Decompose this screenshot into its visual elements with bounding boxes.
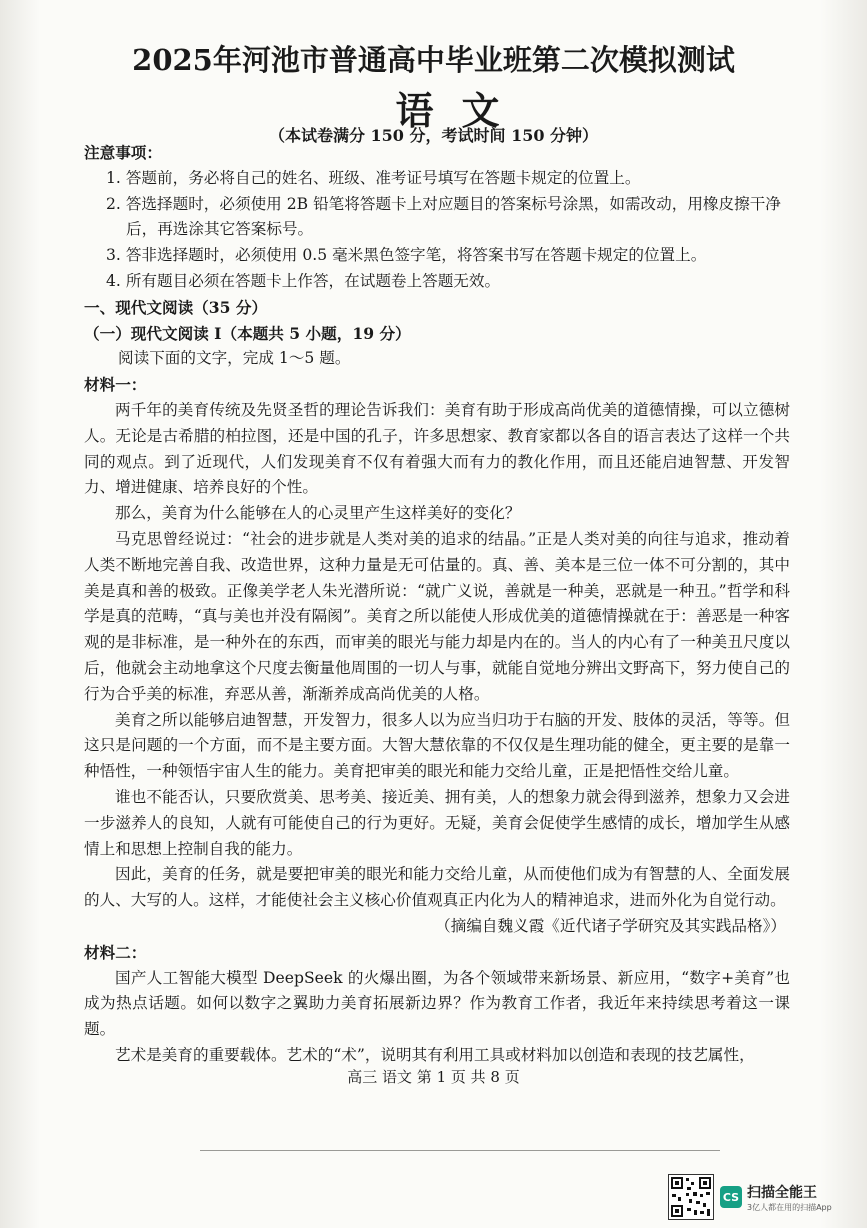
reading-instruction: 阅读下面的文字，完成 1～5 题。 (118, 349, 351, 368)
material1-label: 材料一： (84, 375, 147, 395)
camscanner-logo-icon: CS (720, 1186, 742, 1208)
material1-paragraph: 那么，美育为什么能够在人的心灵里产生这样美好的变化？ (115, 504, 521, 523)
material1-paragraph: 美育之所以能够启迪智慧，开发智力，很多人以为应当归功于右脑的开发、肢体的灵活，等等。但这只是问题的一个方面，而不是主要方面。大智大慧依靠的不仅仅是生理功能的健全，更主要的是靠一种悟性，一种领悟宇宙人生的能力。美育把审美的眼光和能力交给儿童，正是把悟性交给儿童。 (84, 710, 790, 781)
material1-source: （摘编自魏义霞《近代诸子学研究及其实践品格》） (435, 916, 786, 935)
notice-item-4: 4. 所有题目必须在答题卡上作答，在试题卷上答题无效。 (106, 271, 501, 290)
qr-code-icon (668, 1174, 714, 1220)
material2-label: 材料二： (84, 942, 147, 962)
material1-paragraph: 谁也不能否认，只要欣赏美、思考美、接近美、拥有美，人的想象力就会得到滋养，想象力又会进一步滋养人的良知，人就有可能使自己的行为更好。无疑，美育会促使学生感情的成长，增加学生从感情上和思想上控制自我的能力。 (84, 787, 790, 858)
page-footer: 高三 语文 第 1 页 共 8 页 (347, 1068, 520, 1086)
section-heading: 一、现代文阅读（35 分） (84, 297, 268, 317)
bottom-divider (200, 1150, 720, 1151)
exam-content (84, 140, 790, 1069)
notice-item-1: 1. 答题前，务必将自己的姓名、班级、准考证号填写在答题卡规定的位置上。 (106, 168, 641, 187)
material1-paragraph: 因此，美育的任务，就是要把审美的眼光和能力交给儿童，从而使他们成为有智慧的人、全面发展的人、大写的人。这样，才能使社会主义核心价值观真正内化为人的精神追求，进而外化为自觉行动。 (84, 865, 790, 910)
scanner-watermark (668, 1172, 858, 1222)
watermark-tagline: 3亿人都在用的扫描App (747, 1202, 832, 1212)
watermark-text (747, 1182, 832, 1213)
exam-title: 2025年河池市普通高中毕业班第二次模拟测试 (132, 43, 735, 77)
section-sub-heading: （一）现代文阅读 I（本题共 5 小题，19 分） (84, 323, 411, 343)
subject-title: 语文 (395, 88, 528, 133)
notice-heading: 注意事项： (84, 143, 162, 162)
watermark-app-name: 扫描全能王 (747, 1184, 817, 1201)
exam-note: （本试卷满分 150 分，考试时间 150 分钟） (268, 126, 599, 145)
material2-paragraph: 艺术是美育的重要载体。艺术的“术”，说明其有利用工具或材料加以创造和表现的技艺属性， (115, 1045, 755, 1064)
notice-item-3: 3. 答非选择题时，必须使用 0.5 毫米黑色签字笔，将答案书写在答题卡规定的位置上。 (106, 246, 707, 265)
notice-item-2: 2. 答选择题时，必须使用 2B 铅笔将答题卡上对应题目的答案标号涂黑，如需改动，用橡皮擦干净后，再选涂其它答案标号。 (106, 194, 781, 239)
material1-paragraph: 两千年的美育传统及先贤圣哲的理论告诉我们：美育有助于形成高尚优美的道德情操，可以立德树人。无论是古希腊的柏拉图，还是中国的孔子，许多思想家、教育家都以各自的语言表达了这样一个共同的观点。到了近现代，人们发现美育不仅有着强大而有力的教化作用，而且还能启迪智慧、开发智力、增进健康、培养良好的个性。 (84, 400, 790, 497)
material2-paragraph: 国产人工智能大模型 DeepSeek 的火爆出圈，为各个领域带来新场景、新应用，“数字+美育”也成为热点话题。如何以数字之翼助力美育拓展新边界？作为教育工作者，我近年来持续思考着这一课题。 (84, 968, 790, 1039)
material1-paragraph: 马克思曾经说过：“社会的进步就是人类对美的追求的结晶。”正是人类对美的向往与追求，推动着人类不断地完善自我、改造世界，这种力量是无可估量的。真、善、美本是三位一体不可分割的，其中美是真和善的极致。正像美学老人朱光潜所说：“就广义说，善就是一种美，恶就是一种丑。”哲学和科学是真的范畴，“真与美也并没有隔阂”。美育之所以能使人形成优美的道德情操就在于：善恶是一种客观的是非标准，是一种外在的东西，而审美的眼光与能力却是内在的。当人的内心有了一种美丑尺度以后，他就会主动地拿这个尺度去衡量他周围的一切人与事，就能自觉地分辨出文野高下，努力使自己的行为合乎美的标准，弃恶从善，渐渐养成高尚优美的人格。 (84, 529, 790, 703)
